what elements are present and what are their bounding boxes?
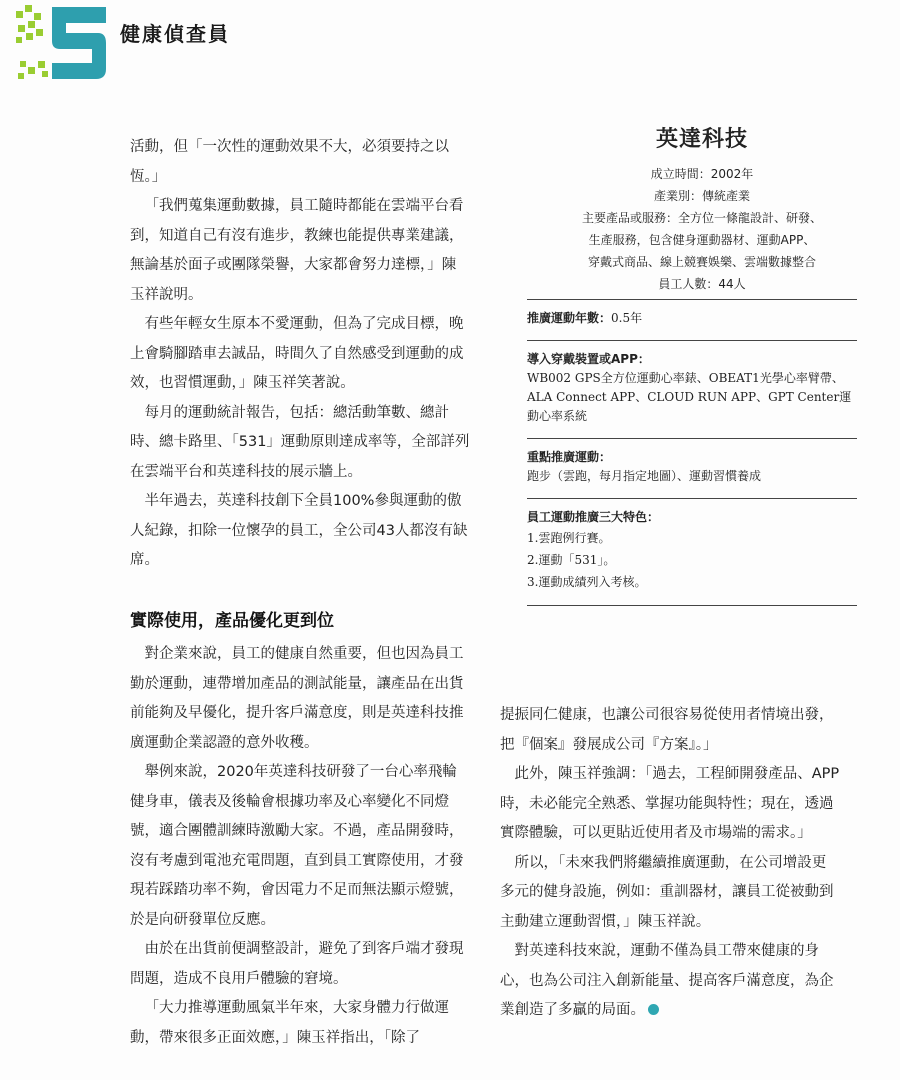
paragraph: 有些年輕女生原本不愛運動，但為了完成目標，晚上會騎腳踏車去誠品，時間久了自然感受到運動的成效，也習慣運動，」陳玉祥笑著說。	[130, 316, 464, 391]
company-profile-box	[527, 122, 857, 606]
paragraph: 舉例來說，2020年英達科技研發了一台心率飛輪健身車，儀表及後輪會根據功率及心率變化不同燈號，適合團體訓練時激勵大家。不過，產品開發時，沒有考慮到電池充電問題，直到員工實際使用，才發現若踩踏功率不夠，會因電力不足而無法顯示燈號，於是向研發單位反應。	[130, 764, 464, 928]
info-line: 生產服務，包含健身運動器材、運動APP、	[588, 233, 816, 247]
info-line: 產業別：傳統產業	[653, 189, 750, 203]
brand-title: 健康偵查員	[120, 22, 230, 46]
paragraph: 對企業來說，員工的健康自然重要，但也因為員工勤於運動，連帶增加產品的測試能量，讓產品在出貨前能夠及早優化，提升客戶滿意度，則是英達科技推廣運動企業認證的意外收穫。	[130, 646, 464, 751]
feature-item: 2.運動「531」。	[527, 553, 616, 567]
paragraph: 對英達科技來說，運動不僅為員工帶來健康的身心，也為公司注入創新能量、提高客戶滿意度，為企業創造了多贏的局面。	[500, 943, 834, 1018]
feature-item: 1.雲跑例行賽。	[527, 531, 611, 545]
devices-block	[527, 340, 857, 438]
sidebar-bottom-rule	[527, 605, 857, 606]
devices-value: WB002 GPS全方位運動心率錶、OBEAT1光學心率臂帶、ALA Connect APP、CLOUD RUN APP、GPT Center運動心率系統	[527, 371, 852, 423]
paragraph: 半年過去，英達科技創下全員100%參與運動的傲人紀錄，扣除一位懷孕的員工，全公司43人都沒有缺席。	[130, 493, 468, 568]
paragraph: 所以，「未來我們將繼續推廣運動，在公司增設更多元的健身設施，例如：重訓器材，讓員工從被動到主動建立運動習慣，」陳玉祥說。	[500, 854, 834, 930]
feature-item: 3.運動成績列入考核。	[527, 575, 647, 589]
info-line: 主要產品或服務：全方位一條龍設計、研發、	[581, 211, 822, 225]
features-block	[527, 498, 857, 605]
sports-block	[527, 438, 857, 498]
sports-label: 重點推廣運動：	[527, 450, 612, 464]
info-line: 穿戴式商品、線上競賽娛樂、雲端數據整合	[587, 255, 816, 269]
right-column-bottom	[500, 701, 840, 1026]
info-line: 成立時間：2002年	[650, 167, 754, 181]
paragraph: 由於在出貨前便調整設計，避免了到客戶端才發現問題，造成不良用戶體驗的窘境。	[130, 941, 464, 987]
paragraph: 提振同仁健康，也讓公司很容易從使用者情境出發，把『個案』發展成公司『方案』。」	[500, 707, 834, 753]
paragraph: 「大力推導運動風氣半年來，大家身體力行做運動，帶來很多正面效應，」陳玉祥指出，「除了	[130, 1000, 449, 1046]
left-column-bottom	[130, 640, 470, 1053]
years-block	[527, 299, 857, 340]
info-line: 員工人數：44人	[658, 277, 746, 291]
features-label: 員工運動推廣三大特色：	[527, 510, 660, 524]
paragraph: 「我們蒐集運動數據，員工隨時都能在雲端平台看到，知道自己有沒有進步，教練也能提供專業建議，無論基於面子或團隊榮譽，大家都會努力達標，」陳玉祥說明。	[130, 198, 464, 303]
paragraph: 活動，但「一次性的運動效果不大，必須要持之以恆。」	[130, 139, 449, 185]
health-logo-icon	[14, 3, 110, 81]
devices-label: 導入穿戴裝置或APP：	[527, 352, 650, 366]
section-heading: 實際使用，產品優化更到位	[130, 611, 334, 631]
years-value: 0.5年	[611, 311, 643, 325]
end-mark-icon	[648, 1004, 659, 1015]
years-label: 推廣運動年數：	[527, 311, 612, 325]
company-name: 英達科技	[655, 127, 748, 152]
sports-value: 跑步（雲跑，每月指定地圖）、運動習慣養成	[527, 469, 762, 483]
paragraph: 此外，陳玉祥強調：「過去，工程師開發產品、APP時，未必能完全熟悉、掌握功能與特性；現在，透過實際體驗，可以更貼近使用者及市場端的需求。」	[500, 766, 840, 841]
paragraph: 每月的運動統計報告，包括：總活動筆數、總計時、總卡路里、「531」運動原則達成率等，全部詳列在雲端平台和英達科技的展示牆上。	[130, 404, 470, 480]
left-column-top	[130, 133, 470, 576]
company-info	[547, 163, 857, 295]
